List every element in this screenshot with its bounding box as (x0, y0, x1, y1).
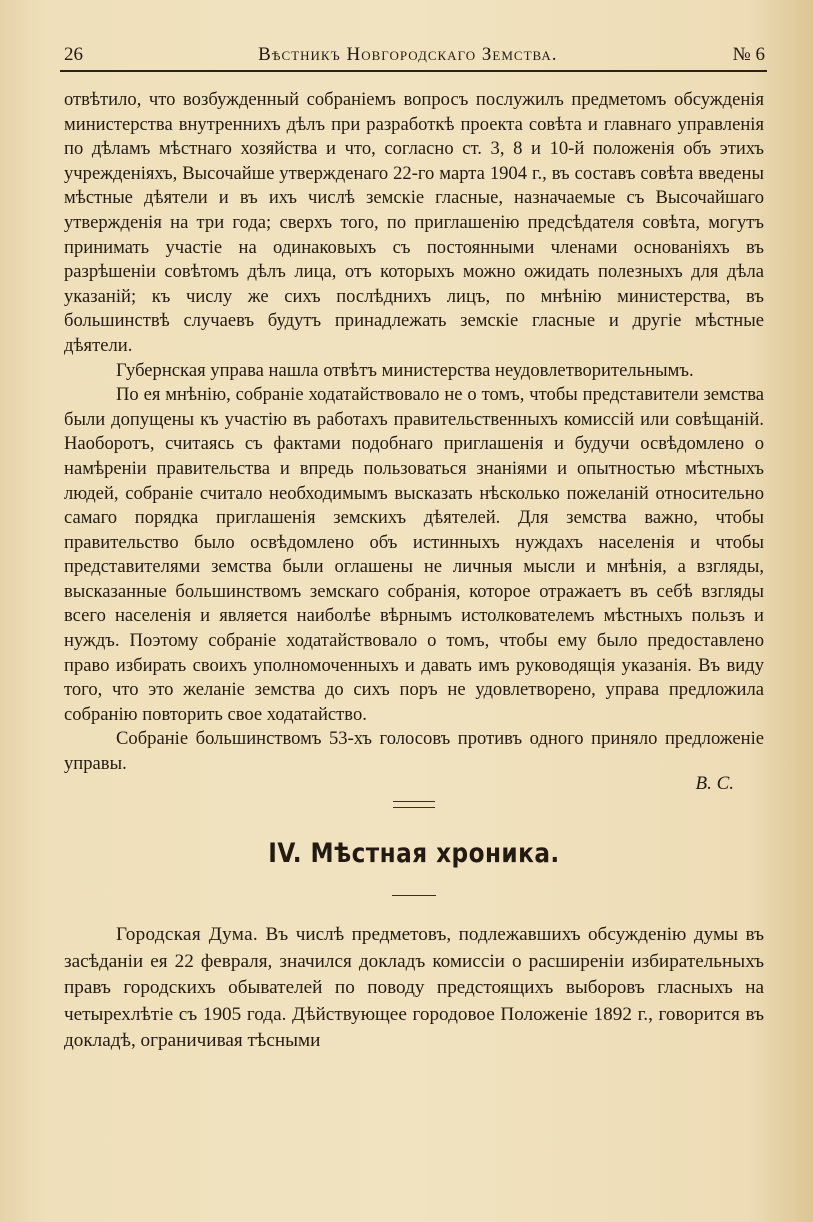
paragraph: Собраніе большинствомъ 53-хъ голосовъ противъ одного приняло предложеніе управы. (64, 728, 764, 775)
double-divider (393, 801, 435, 808)
header-rule (60, 70, 767, 72)
page-number: 26 (64, 44, 83, 65)
page-content (64, 88, 764, 1055)
running-title: Вѣстникъ Новгородскаго Земства. (258, 44, 558, 65)
signature: В. С. (695, 772, 734, 794)
issue-number: № 6 (732, 44, 765, 65)
section-title: IV. Мѣстная хроника. (268, 837, 560, 869)
chronicle-paragraph (64, 922, 764, 1055)
section-divider (392, 895, 436, 897)
paragraph: По ея мнѣнію, собраніе ходатайствовало не о томъ, чтобы представители земства были допущены къ участію въ работахъ правительственныхъ комиссій или совѣщаній. Наоборотъ, считаясь съ фактами подобнаго приглашенія и будучи освѣдомлено о намѣреніи правительства и впредь пользоваться знаніями и опытностью мѣстныхъ людей, собраніе считало необходимымъ высказать нѣсколько пожеланій относительно самаго порядка приглашенія земскихъ дѣятелей. Для земства важно, чтобы правительство было освѣдомлено объ истинныхъ нуждахъ населенія и чтобы представителями земства были оглашены не личныя мысли и мнѣнія, а взгляды, высказанные большинствомъ земскаго собранія, которое отражаетъ въ себѣ взгляды всего населенія и является наиболѣе вѣрнымъ истолкователемъ мѣстныхъ пользъ и нуждъ. Поэтому собраніе ходатайствовало о томъ, чтобы ему было предоставлено право избирать своихъ уполномоченныхъ и давать имъ руководящія указанія. Въ виду того, что это желаніе земства до сихъ поръ не удовлетворено, управа предложила собранію повторить свое ходатайство. (64, 384, 764, 725)
chronicle-section (64, 922, 764, 1055)
chronicle-lead: Городская Дума. (116, 924, 259, 946)
paragraph: Губернская управа нашла отвѣтъ министерства неудовлетворительнымъ. (116, 359, 694, 381)
chronicle-text: Въ числѣ предметовъ, подлежавшихъ обсужденію думы въ засѣданіи ея 22 февраля, значился докладъ комиссіи о расширеніи избирательныхъ правъ городскихъ обывателей по поводу предстоящихъ выборовъ гласныхъ на четырехлѣтіе съ 1905 года. Дѣйствующее городовое Положеніе 1892 г., говорится въ докладѣ, ограничивая тѣсными (64, 924, 764, 1052)
paragraph: отвѣтило, что возбужденный собраніемъ вопросъ послужилъ предметомъ обсужденія министерства внутреннихъ дѣлъ при разработкѣ проекта совѣта и главнаго управленія по дѣламъ мѣстнаго хозяйства и что, согласно ст. 3, 8 и 10-й положенія объ этихъ учрежденіяхъ, Высочайше утвержденаго 22-го марта 1904 г., въ составъ совѣта введены мѣстные дѣятели и въ ихъ числѣ земскіе гласные, назначаемые съ Высочайшаго утвержденія на три года; сверхъ того, по приглашенію предсѣдателя совѣта, могутъ принимать участіе на одинаковыхъ съ постоянными членами основаніяхъ въ разрѣшеніи совѣтомъ дѣлъ лица, отъ которыхъ можно ожидать полезныхъ для дѣла указаній; къ числу же сихъ послѣднихъ лицъ, по мнѣнію министерства, въ большинствѣ случаевъ будутъ принадлежать земскіе гласные и другіе мѣстные дѣятели. (64, 89, 764, 356)
running-header (64, 36, 765, 66)
